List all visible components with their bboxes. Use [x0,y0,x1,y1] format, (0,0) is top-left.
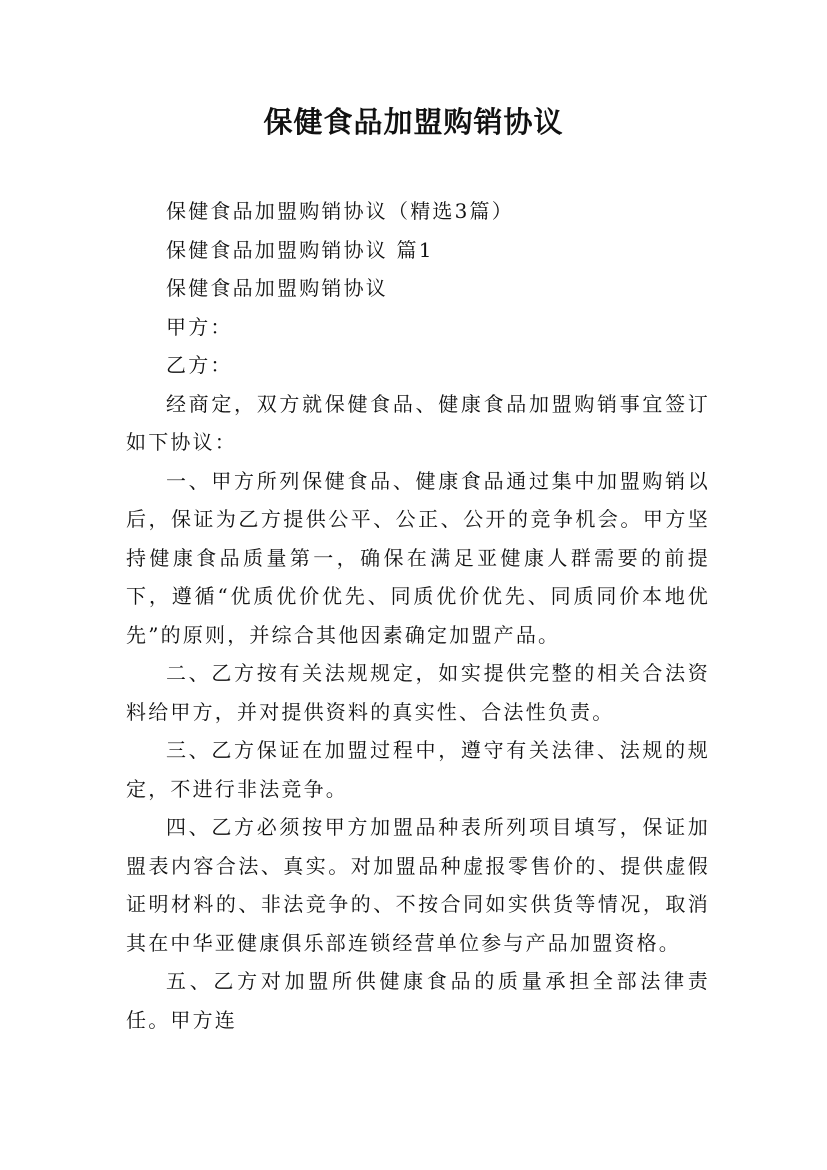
paragraph-clause-3: 三、乙方保证在加盟过程中，遵守有关法律、法规的规定，不进行非法竞争。 [126,738,710,801]
paragraph-clause-2: 二、乙方按有关法规规定，如实提供完整的相关合法资料给甲方，并对提供资料的真实性、合法性负责。 [126,661,710,724]
paragraph-agreement-name: 保健食品加盟购销协议 [166,276,388,300]
paragraph-section-heading: 保健食品加盟购销协议 篇1 [166,237,434,262]
paragraph-clause-5: 五、乙方对加盟所供健康食品的质量承担全部法律责任。甲方连 [126,969,710,1032]
paragraph-clause-4: 四、乙方必须按甲方加盟品种表所列项目填写，保证加盟表内容合法、真实。对加盟品种虚报零售价的、提供虚假证明材料的、非法竞争的、不按合同如实供货等情况，取消其在中华亚健康俱乐部连锁经营单位参与产品加盟资格。 [126,815,710,955]
paragraph-preamble: 经商定，双方就保健食品、健康食品加盟购销事宜签订如下协议： [126,391,710,454]
paragraph-party-a: 甲方： [166,314,233,339]
document-title: 保健食品加盟购销协议 [263,105,564,139]
paragraph-party-b: 乙方： [166,353,233,377]
document-body [126,192,710,1039]
paragraph-subtitle: 保健食品加盟购销协议（精选3篇） [166,199,514,223]
paragraph-clause-1: 一、甲方所列保健食品、健康食品通过集中加盟购销以后，保证为乙方提供公平、公正、公开的竞争机会。甲方坚持健康食品质量第一，确保在满足亚健康人群需要的前提下，遵循“优质优价优先、同质优价优先、同质同价本地优先”的原则，并综合其他因素确定加盟产品。 [126,468,710,647]
